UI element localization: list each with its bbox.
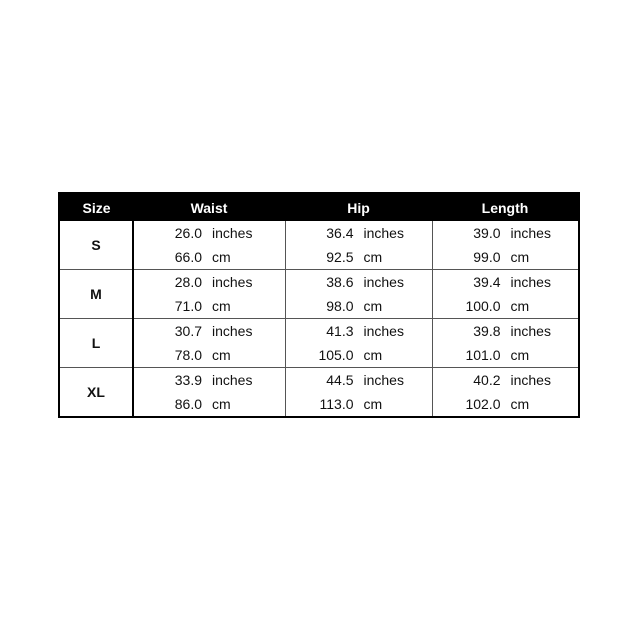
length-inches-value: 39.4 [473,274,501,290]
unit-inches-label: inches [510,274,551,290]
unit-cm-label: cm [510,249,530,265]
waist-inches-value: 26.0 [174,225,202,241]
unit-inches-label: inches [510,225,551,241]
table-header [59,193,579,221]
length-cm-cell [432,294,579,319]
length-cm-value: 99.0 [473,249,501,265]
length-cm-value: 100.0 [465,298,501,314]
hip-cm-cell [285,343,432,368]
unit-cm-label: cm [510,347,530,363]
unit-inches-label: inches [363,323,404,339]
unit-cm-label: cm [510,396,530,412]
waist-cm-value: 86.0 [174,396,202,412]
hip-cm-cell [285,294,432,319]
length-cm-value: 101.0 [465,347,501,363]
waist-cm-cell [133,343,285,368]
unit-cm-label: cm [212,347,231,363]
unit-cm-label: cm [363,298,383,314]
waist-inches-value: 28.0 [174,274,202,290]
length-cm-cell [432,392,579,417]
hip-inches-cell [285,221,432,245]
waist-inches-cell [133,270,285,295]
hip-inches-cell [285,319,432,344]
unit-cm-label: cm [363,249,383,265]
table-row [59,294,579,319]
unit-inches-label: inches [363,372,404,388]
length-inches-cell [432,319,579,344]
length-cm-cell [432,245,579,270]
unit-cm-label: cm [363,347,383,363]
unit-inches-label: inches [212,225,253,241]
unit-inches-label: inches [510,372,551,388]
hip-cm-value: 105.0 [318,347,354,363]
unit-inches-label: inches [363,274,404,290]
size-label: S [59,221,133,270]
size-label: XL [59,368,133,418]
hip-cm-value: 113.0 [319,396,354,412]
waist-cm-value: 71.0 [174,298,202,314]
unit-inches-label: inches [212,372,253,388]
length-inches-cell [432,270,579,295]
waist-cm-cell [133,294,285,319]
length-cm-value: 102.0 [465,396,501,412]
size-label: L [59,319,133,368]
length-cm-cell [432,343,579,368]
waist-inches-cell [133,221,285,245]
length-inches-value: 40.2 [473,372,501,388]
waist-inches-value: 33.9 [174,372,202,388]
unit-cm-label: cm [212,298,231,314]
unit-cm-label: cm [510,298,530,314]
header-length: Length [432,193,579,221]
header-size: Size [59,193,133,221]
table-row [59,245,579,270]
table-row [59,343,579,368]
hip-inches-value: 36.4 [326,225,354,241]
length-inches-value: 39.0 [473,225,501,241]
waist-inches-cell [133,368,285,393]
waist-cm-value: 78.0 [174,347,202,363]
hip-cm-value: 92.5 [326,249,354,265]
hip-inches-cell [285,368,432,393]
waist-cm-value: 66.0 [174,249,202,265]
header-waist: Waist [133,193,285,221]
size-label: M [59,270,133,319]
table-row [59,270,579,295]
length-inches-cell [432,368,579,393]
length-inches-value: 39.8 [473,323,501,339]
length-inches-cell [432,221,579,245]
hip-inches-value: 44.5 [326,372,354,388]
waist-cm-cell [133,392,285,417]
unit-inches-label: inches [212,274,253,290]
hip-cm-cell [285,245,432,270]
header-hip: Hip [285,193,432,221]
waist-inches-cell [133,319,285,344]
unit-inches-label: inches [363,225,404,241]
table-row [59,319,579,344]
hip-inches-value: 38.6 [326,274,354,290]
unit-cm-label: cm [363,396,383,412]
unit-cm-label: cm [212,249,231,265]
hip-cm-cell [285,392,432,417]
table-row [59,221,579,245]
table-row [59,392,579,417]
waist-inches-value: 30.7 [174,323,202,339]
size-chart-table [58,192,580,418]
hip-cm-value: 98.0 [326,298,354,314]
waist-cm-cell [133,245,285,270]
unit-inches-label: inches [510,323,551,339]
unit-inches-label: inches [212,323,253,339]
hip-inches-cell [285,270,432,295]
header-row [59,193,579,221]
unit-cm-label: cm [212,396,231,412]
table-row [59,368,579,393]
table-body [59,221,579,417]
hip-inches-value: 41.3 [326,323,354,339]
